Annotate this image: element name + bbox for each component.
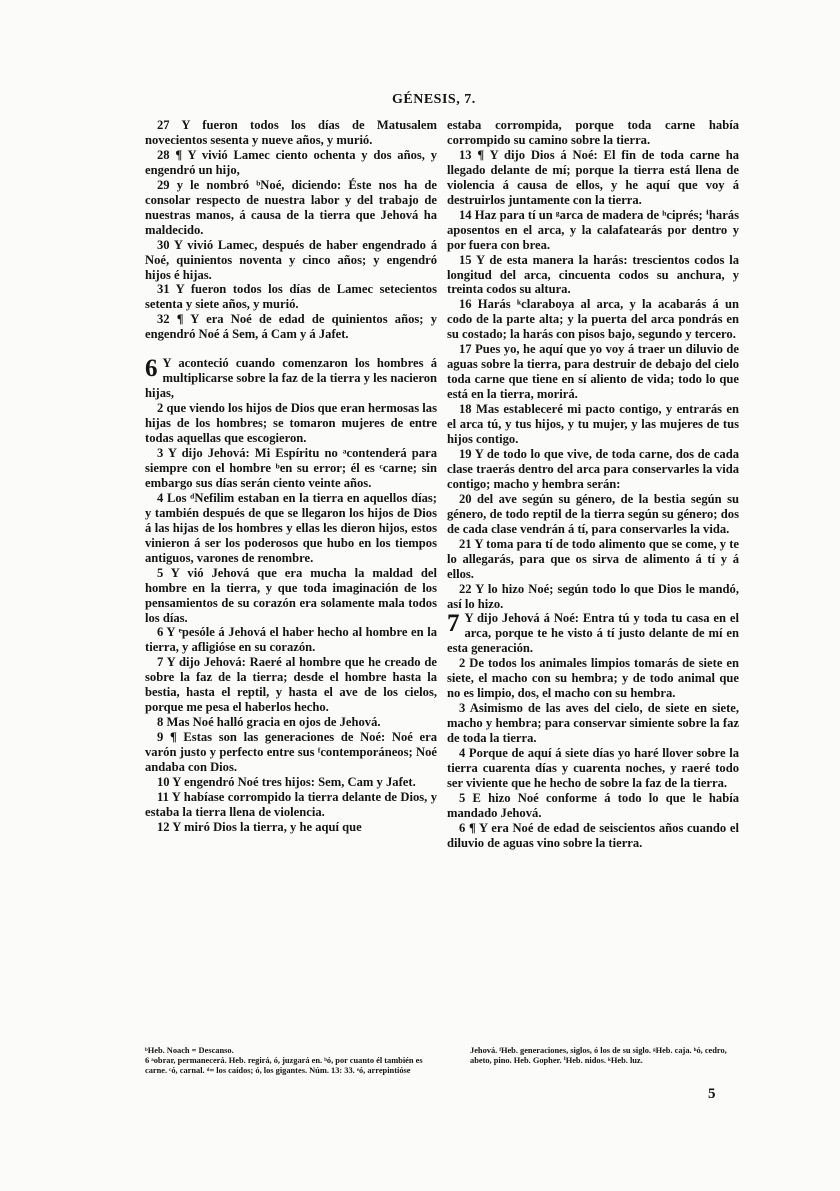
verse: 29 y le nombró ᵇNoé, diciendo: Éste nos ha de consolar respecto de nuestra labor y del trabajo de nuestras manos, á causa de la tierra que Jehová ha maldecido. — [145, 177, 437, 237]
verse: 16 Harás ᵏclaraboya al arca, y la acabarás á un codo de la parte alta; y la puerta del arca pondrás en su costado; la harás con pisos bajo, segundo y tercero. — [447, 297, 739, 342]
verse: 20 del ave según su género, de la bestia según su género, de todo reptil de la tierra según su género; dos de cada clase vendrán á tí, para conservarles la vida. — [447, 491, 739, 536]
verse: 3 Y dijo Jehová: Mi Espíritu no ᵃcontenderá para siempre con el hombre ᵇen su error; él es ᶜcarne; sin embargo sus días serán ciento veinte años. — [145, 446, 437, 490]
footnote: Jehová. ᶠHeb. generaciones, siglos, ó los de su siglo. ᵍHeb. caja. ʰó, cedro, abeto, pino. Heb. Gopher. ⁱHeb. nidos. ᵏHeb. luz. — [470, 1046, 727, 1065]
chapter-6-opening — [145, 356, 437, 401]
footnote: 6 ᵃobrar, permanecerá. Heb. regirá, ó, juzgará en. ᵇó, por cuanto él también es carne. ᶜó, carnal. ᵈ= los caídos; ó, los gigantes. Núm. 13: 33. ᵉó, arrepintióse — [145, 1056, 423, 1075]
chapter-number: 6 — [145, 355, 158, 383]
verse: 2 que viendo los hijos de Dios que eran hermosas las hijas de los hombres; se tomaron mujeres de entre todas aquellas que escogieron. — [145, 401, 437, 446]
verse: 19 Y de todo lo que vive, de toda carne, dos de cada clase traerás dentro del arca para conservarles la vida contigo; macho y hembra serán: — [447, 446, 739, 491]
verse: 7 Y dijo Jehová: Raeré al hombre que he creado de sobre la faz de la tierra; desde el hombre hasta la bestia, hasta el reptil, y hasta el ave de los cielos, porque me pesa el haberlos hecho. — [145, 655, 437, 715]
verse: 32 ¶ Y era Noé de edad de quinientos años; y engendró Noé á Sem, á Cam y á Jafet. — [145, 312, 437, 342]
verse: 28 ¶ Y vivió Lamec ciento ochenta y dos años, y engendró un hijo, — [145, 147, 437, 177]
verse: 11 Y habíase corrompido la tierra delante de Dios, y estaba la tierra llena de violencia. — [145, 789, 437, 819]
verse-text: Y aconteció cuando comenzaron los hombres á multiplicarse sobre la faz de la tierra y les nacieron hijas, — [145, 356, 437, 401]
verse: 27 Y fueron todos los días de Matusalem novecientos sesenta y nueve años, y murió. — [145, 118, 437, 147]
verse: 2 De todos los animales limpios tomarás de siete en siete, el macho con su hembra; y de todo animal que no es limpio, dos, el macho con su hembra. — [447, 656, 739, 701]
verse: 3 Asimismo de las aves del cielo, de siete en siete, macho y hembra; para conservar simiente sobre la faz de toda la tierra. — [447, 701, 739, 746]
verse: 30 Y vivió Lamec, después de haber engendrado á Noé, quinientos noventa y cinco años; y engendró hijos é hijas. — [145, 237, 437, 282]
verse: 12 Y miró Dios la tierra, y he aquí que — [157, 819, 362, 834]
chapter-number: 7 — [447, 610, 460, 638]
verse: 15 Y de esta manera la harás: trescientos codos la longitud del arca, cincuenta codos su anchura, y treinta codos su altura. — [447, 252, 739, 297]
verse: 4 Porque de aquí á siete días yo haré llover sobre la tierra cuarenta días y cuarenta noches, y raeré todo ser viviente que he hecho de sobre la faz de la tierra. — [447, 746, 739, 790]
verse: 21 Y toma para tí de todo alimento que se come, y te lo allegarás, para que os sirva de alimento á tí y á ellos. — [447, 536, 739, 581]
footnotes-right — [470, 1046, 740, 1066]
verse: 9 ¶ Estas son las generaciones de Noé: Noé era varón justo y perfecto entre sus ᶠcontemporáneos; Noé andaba con Dios. — [145, 730, 437, 775]
verse: 6 ¶ Y era Noé de edad de seiscientos años cuando el diluvio de aguas vino sobre la tierra. — [447, 820, 739, 850]
verse: 18 Mas estableceré mi pacto contigo, y entrarás en el arca tú, y tus hijos, y tu mujer, y las mujeres de tus hijos contigo. — [447, 402, 739, 447]
verse: 5 Y vió Jehová que era mucha la maldad del hombre en la tierra, y que toda imaginación de los pensamientos de su corazón era solamente mala todos los días. — [145, 565, 437, 625]
verse: 22 Y lo hizo Noé; según todo lo que Dios le mandó, así lo hizo. — [447, 581, 739, 611]
verse: 14 Haz para tí un ᵍarca de madera de ʰciprés; ⁱharás aposentos en el arca, y la calafatearás por dentro y por fuera con brea. — [447, 207, 739, 252]
verse: 8 Mas Noé halló gracia en ojos de Jehová. — [157, 715, 381, 730]
verse-continuation: estaba corrompida, porque toda carne había corrompido su camino sobre la tierra. — [447, 118, 739, 147]
left-column — [145, 118, 437, 835]
verse: 4 Los ᵈNefilim estaban en la tierra en aquellos días; y también después de que se llegaron los hijos de Dios á las hijas de los hombres y ellas les dieron hijos, estos vinieron á ser los poderosos que hubo en los tiempos antiguos, varones de renombre. — [145, 490, 437, 565]
verse: 10 Y engendró Noé tres hijos: Sem, Cam y Jafet. — [157, 774, 416, 789]
footnote: ᵇHeb. Noach = Descanso. — [145, 1046, 234, 1055]
chapter-7-opening — [447, 611, 739, 656]
verse-text: Y dijo Jehová á Noé: Entra tú y toda tu casa en el arca, porque te he visto á tí justo delante de mí en esta generación. — [447, 611, 739, 656]
verse: 13 ¶ Y dijo Dios á Noé: El fin de toda carne ha llegado delante de mí; porque la tierra está llena de violencia á causa de ellos, y he aquí que voy á destruirlos juntamente con la tierra. — [447, 147, 739, 207]
page-number: 5 — [708, 1086, 716, 1102]
verse: 6 Y ᵉpesóle á Jehová el haber hecho al hombre en la tierra, y afligióse en su corazón. — [145, 625, 437, 655]
right-column — [447, 118, 739, 851]
verse: 17 Pues yo, he aquí que yo voy á traer un diluvio de aguas sobre la tierra, para destruir de debajo del cielo toda carne que tiene en sí aliento de vida; todo lo que está en la tierra, morirá. — [447, 342, 739, 402]
footnotes-left — [145, 1046, 437, 1076]
verse: 5 E hizo Noé conforme á todo lo que le había mandado Jehová. — [447, 790, 739, 820]
running-header: GÉNESIS, 7. — [392, 92, 476, 107]
verse: 31 Y fueron todos los días de Lamec setecientos setenta y siete años, y murió. — [145, 282, 437, 312]
